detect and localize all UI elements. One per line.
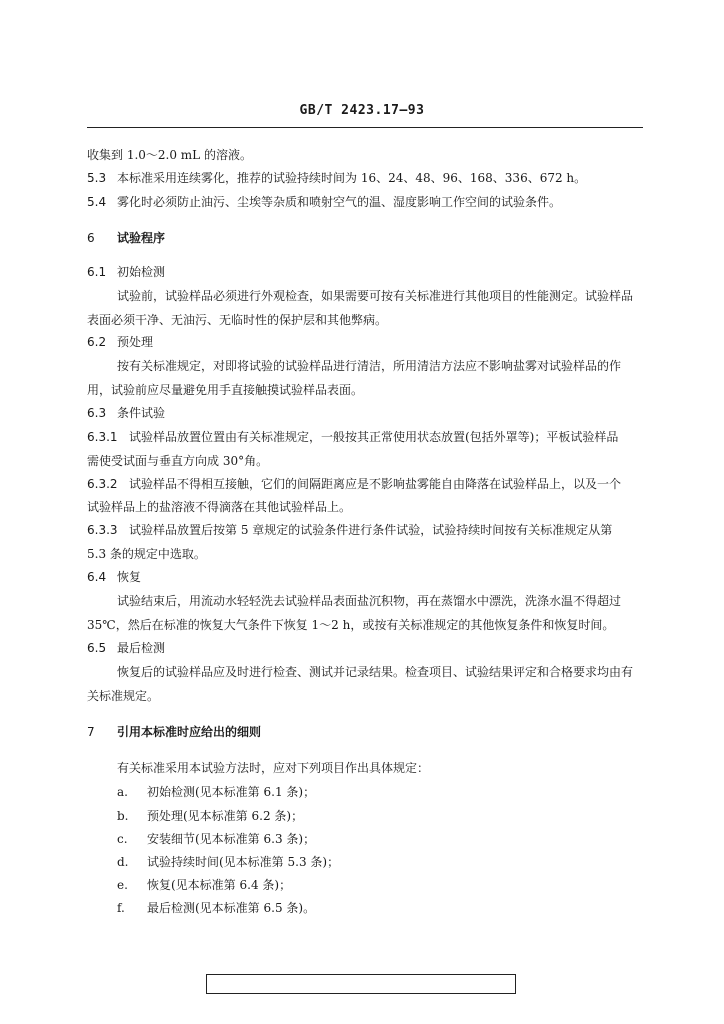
clause-5-4 bbox=[87, 194, 561, 210]
clause-6-3-2 bbox=[87, 476, 621, 492]
clause-6-5 bbox=[87, 640, 165, 656]
paragraph-line: 用，试验前应尽量避免用手直接触摸试验样品表面。 bbox=[87, 383, 364, 397]
list-item-text: 恢复(见本标准第 6.4 条)； bbox=[147, 878, 292, 892]
clause-title: 恢复 bbox=[117, 570, 142, 584]
paragraph-line: 试验前，试验样品必须进行外观检查，如果需要可按有关标准进行其他项目的性能测定。试验样品 bbox=[117, 289, 634, 303]
clause-number: 6.3.2 bbox=[87, 477, 118, 491]
clause-text: 试验样品放置后按第 5 章规定的试验条件进行条件试验，试验持续时间按有关标准规定从第 bbox=[129, 523, 613, 537]
clause-6-3 bbox=[87, 405, 165, 421]
paragraph-line: 表面必须干净、无油污、无临时性的保护层和其他弊病。 bbox=[87, 313, 388, 327]
paragraph-line: 试验样品上的盐溶液不得滴落在其他试验样品上。 bbox=[87, 500, 352, 514]
text-line-continuation: 收集到 1.0～2.0 mL 的溶液。 bbox=[87, 148, 252, 162]
clause-number: 6.2 bbox=[87, 335, 107, 349]
header-rule bbox=[87, 127, 643, 128]
list-item-text: 安装细节(见本标准第 6.3 条)； bbox=[147, 832, 316, 846]
list-item bbox=[117, 784, 315, 800]
clause-number: 6.3 bbox=[87, 406, 107, 420]
list-marker: c. bbox=[117, 832, 128, 846]
standard-code-header: GB/T 2423.17—93 bbox=[299, 103, 425, 118]
clause-text: 雾化时必须防止油污、尘埃等杂质和喷射空气的温、湿度影响工作空间的试验条件。 bbox=[117, 195, 562, 209]
list-marker: d. bbox=[117, 855, 129, 869]
section-number: 7 bbox=[87, 725, 95, 739]
list-item-text: 预处理(见本标准第 6.2 条)； bbox=[147, 809, 304, 823]
list-item-text: 最后检测(见本标准第 6.5 条)。 bbox=[147, 901, 316, 915]
list-item bbox=[117, 808, 303, 824]
clause-number: 5.3 bbox=[87, 171, 107, 185]
clause-5-3 bbox=[87, 170, 586, 186]
list-item bbox=[117, 854, 339, 870]
list-marker: a. bbox=[117, 785, 128, 799]
paragraph-line: 关标准规定。 bbox=[87, 689, 160, 703]
clause-number: 6.5 bbox=[87, 641, 107, 655]
clause-number: 6.4 bbox=[87, 570, 107, 584]
clause-number: 5.4 bbox=[87, 195, 107, 209]
clause-title: 初始检测 bbox=[117, 265, 166, 279]
section-heading-6 bbox=[87, 230, 165, 246]
list-item-text: 试验持续时间(见本标准第 5.3 条)； bbox=[147, 855, 340, 869]
section-title: 引用本标准时应给出的细则 bbox=[117, 725, 262, 739]
list-item bbox=[117, 900, 315, 916]
clause-title: 条件试验 bbox=[117, 406, 166, 420]
paragraph-line: 按有关标准规定，对即将试验的试验样品进行清洁，所用清洁方法应不影响盐雾对试验样品的作 bbox=[117, 359, 622, 373]
paragraph-line: 5.3 条的规定中选取。 bbox=[87, 547, 206, 561]
clause-text: 试验样品不得相互接触，它们的间隔距离应是不影响盐雾能自由降落在试验样品上，以及一个 bbox=[129, 477, 622, 491]
clause-text: 本标准采用连续雾化，推荐的试验持续时间为 16、24、48、96、168、336、672 h。 bbox=[117, 171, 587, 185]
paragraph-line: 需使受试面与垂直方向成 30°角。 bbox=[87, 454, 269, 468]
section-title: 试验程序 bbox=[117, 231, 166, 245]
list-item bbox=[117, 831, 315, 847]
paragraph-line: 有关标准采用本试验方法时，应对下列项目作出具体规定： bbox=[117, 761, 430, 775]
list-item-text: 初始检测(见本标准第 6.1 条)； bbox=[147, 785, 316, 799]
clause-text: 试验样品放置位置由有关标准规定，一般按其正常使用状态放置(包括外罩等)；平板试验样品 bbox=[129, 430, 619, 444]
clause-6-1 bbox=[87, 264, 165, 280]
list-marker: b. bbox=[117, 809, 129, 823]
list-marker: f. bbox=[117, 901, 125, 915]
clause-number: 6.3.3 bbox=[87, 523, 118, 537]
clause-number: 6.1 bbox=[87, 265, 107, 279]
clause-6-4 bbox=[87, 569, 141, 585]
paragraph-line: 恢复后的试验样品应及时进行检查、测试并记录结果。检查项目、试验结果评定和合格要求均由有 bbox=[117, 665, 634, 679]
clause-number: 6.3.1 bbox=[87, 430, 118, 444]
footer-box bbox=[206, 974, 516, 994]
paragraph-line: 35℃，然后在标准的恢复大气条件下恢复 1～2 h，或按有关标准规定的其他恢复条件和恢复时间。 bbox=[87, 618, 615, 632]
list-marker: e. bbox=[117, 878, 128, 892]
list-item bbox=[117, 877, 291, 893]
section-heading-7 bbox=[87, 724, 261, 740]
clause-6-3-3 bbox=[87, 522, 612, 538]
clause-title: 最后检测 bbox=[117, 641, 166, 655]
clause-title: 预处理 bbox=[117, 335, 154, 349]
section-number: 6 bbox=[87, 231, 95, 245]
paragraph-line: 试验结束后，用流动水轻轻洗去试验样品表面盐沉积物，再在蒸馏水中漂洗，洗涤水温不得超过 bbox=[117, 594, 622, 608]
clause-6-2 bbox=[87, 334, 153, 350]
clause-6-3-1 bbox=[87, 429, 618, 445]
